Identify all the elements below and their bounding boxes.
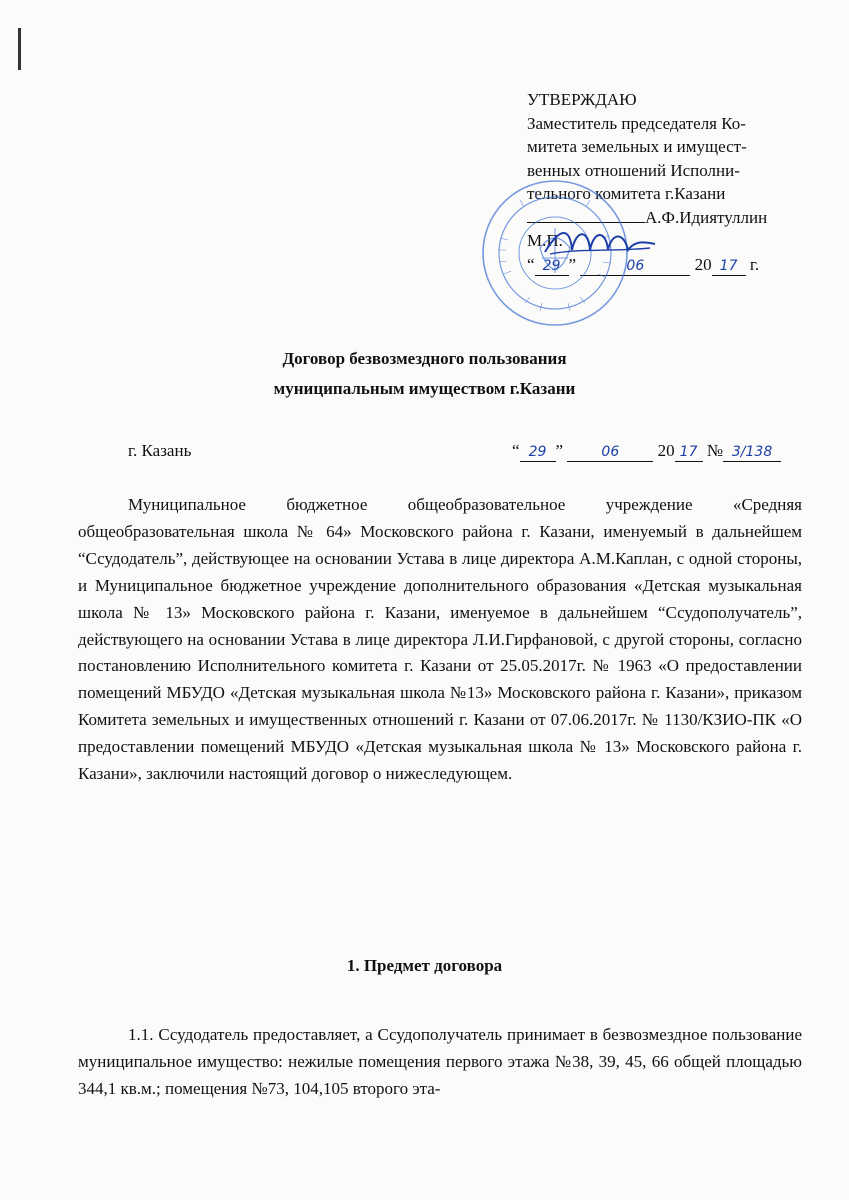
- approval-line: венных отношений Исполни-: [527, 160, 740, 180]
- approval-line: Заместитель председателя Ко-: [527, 113, 746, 133]
- contract-number: 3/138: [723, 443, 781, 462]
- approval-year-suffix: 17: [712, 257, 746, 276]
- approval-date: “ 29 ” 06 20 17 г.: [527, 254, 760, 274]
- approval-year-prefix: 20: [694, 254, 712, 274]
- document-title-line2: муниципальным имуществом г.Казани: [273, 379, 576, 398]
- approval-heading: УТВЕРЖДАЮ: [527, 90, 637, 109]
- approval-day: 29: [535, 257, 569, 276]
- contract-year-suffix: 17: [675, 443, 703, 462]
- scan-edge-mark: [18, 28, 21, 70]
- contract-day: 29: [520, 443, 556, 462]
- handwritten-signature: [540, 222, 660, 262]
- mp-label: М.П.: [527, 231, 563, 250]
- approval-line: тельного комитета г.Казани: [527, 184, 726, 203]
- contract-year-prefix: 20: [657, 441, 675, 460]
- signer-name: А.Ф.Идиятуллин: [645, 207, 768, 227]
- clause-1-1: 1.1. Ссудодатель предоставляет, а Ссудополучатель принимает в безвозмездное пользование муниципальное имущество: нежилые помещения первого этажа №38, 39, 45, 66 общей площадью 344,1 кв.м.; помещения №73, 104,105 второго эта-: [78, 1025, 802, 1098]
- contract-month: 06: [567, 443, 653, 462]
- section-1-heading: 1. Предмет договора: [346, 956, 503, 975]
- contract-date: “ 29 ” 06 20 17 № 3/138: [512, 441, 781, 462]
- approval-month: 06: [580, 257, 690, 276]
- approval-date-suffix: г.: [749, 254, 760, 274]
- approval-line: митета земельных и имущест-: [527, 137, 747, 156]
- contract-number-label: №: [706, 441, 724, 460]
- contract-place: г. Казань: [128, 441, 192, 460]
- preamble-paragraph: Муниципальное бюджетное общеобразовательное учреждение «Средняя общеобразовательная школа № 64» Московского района г. Казани, именуемый в дальнейшем “Ссудодатель”, действующее на основании Устава в лице директора А.М.Каплан, с одной стороны, и Муниципальное бюджетное учреждение дополнительного образования «Детская музыкальная школа № 13» Московского района г. Казани, именуемое в дальнейшем “Ссудополучатель”, действующего на основании Устава в лице директора Л.И.Гирфановой, с другой стороны, согласно постановлению Исполнительного комитета г. Казани от 25.05.2017г. № 1963 «О предоставлении помещений МБУДО «Детская музыкальная школа №13» Московского района г. Казани», приказом Комитета земельных и имущественных отношений г. Казани от 07.06.2017г. № 1130/КЗИО-ПК «О предоставлении помещений МБУДО «Детская музыкальная школа № 13» Московского района г. Казани», заключили настоящий договор о нижеследующем.: [78, 495, 802, 784]
- document-title-line1: Договор безвозмездного пользования: [282, 349, 567, 368]
